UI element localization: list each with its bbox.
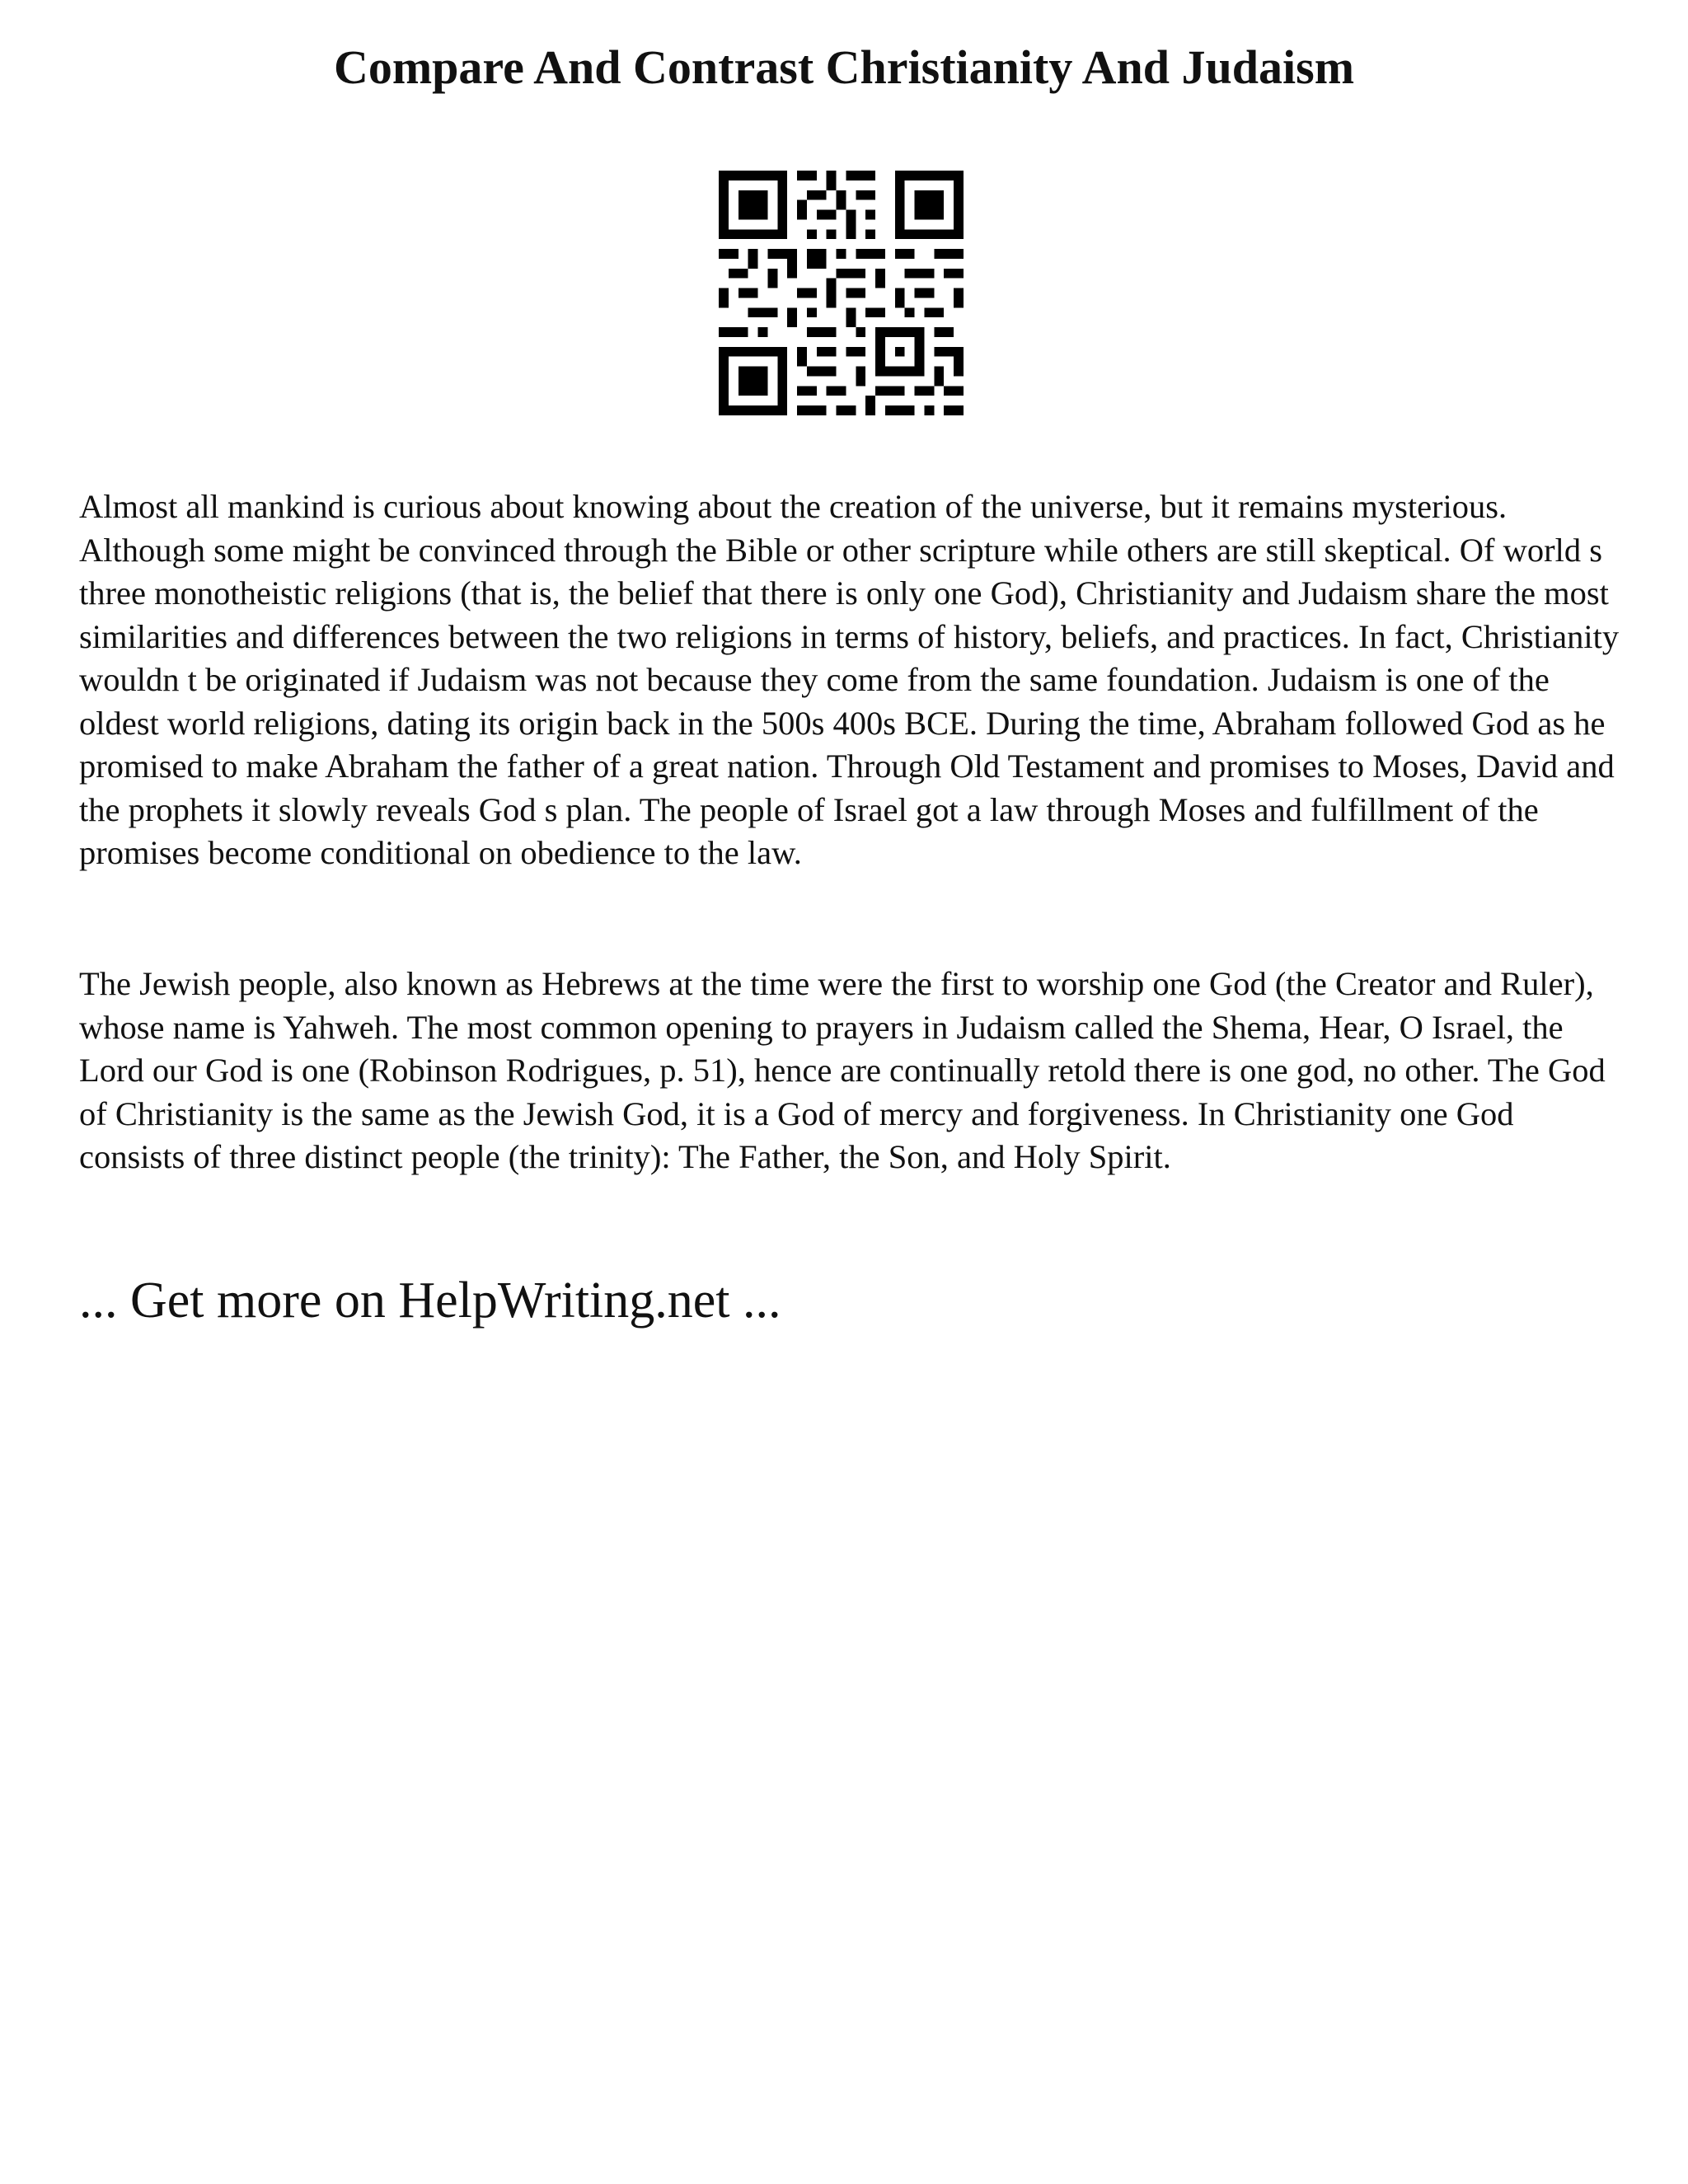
body-paragraph: The Jewish people, also known as Hebrews at the time were the first to worship one God (the Creator and Ruler), whose name is Yahweh. The most common opening to prayers in Judaism called the Shema, Hear, O Israel, the Lord our God is one (Robinson Rodrigues, p. 51), hence are continually retold there is one god, no other. The God of Christianity is the same as the Jewish God, it is a God of mercy and forgiveness. In Christianity one God consists of three distinct people (the trinity): The Father, the Son, and Holy Spirit. (79, 965, 1606, 1175)
qr-code-icon (719, 171, 964, 415)
page-title: Compare And Contrast Christianity And Judaism (333, 40, 1355, 94)
body-paragraph: Almost all mankind is curious about knowing about the creation of the universe, but it remains mysterious. Although some might be convinced through the Bible or other scripture while others are still skeptical. Of world s three monotheistic religions (that is, the belief that there is only one God), Christianity and Judaism share the most similarities and differences between the two religions in terms of history, beliefs, and practices. In fact, Christianity wouldn t be originated if Judaism was not because they come from the same foundation. Judaism is one of the oldest world religions, dating its origin back in the 500s 400s BCE. During the time, Abraham followed God as he promised to make Abraham the father of a great nation. Through Old Testament and promises to Moses, David and the prophets it slowly reveals God s plan. The people of Israel got a law through Moses and fulfillment of the promises become conditional on obedience to the law. (79, 488, 1620, 871)
get-more-link[interactable]: ... Get more on HelpWriting.net ... (79, 1272, 781, 1329)
